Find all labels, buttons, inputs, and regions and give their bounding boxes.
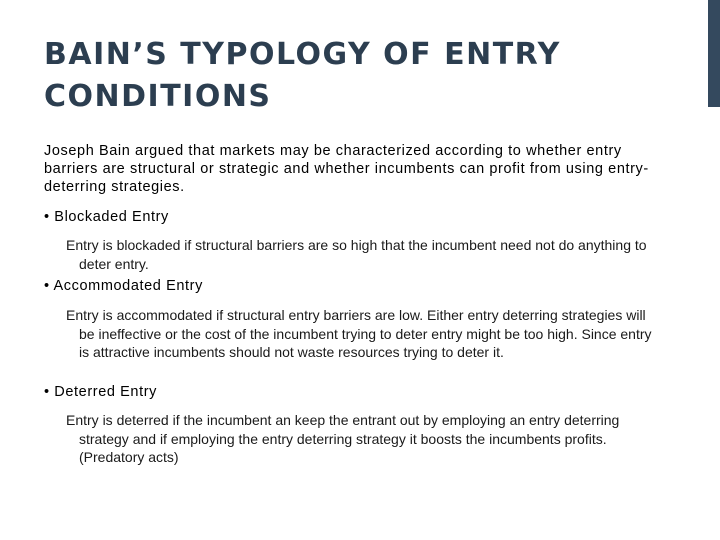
intro-paragraph: Joseph Bain argued that markets may be characterized according to whether entry barriers are structural or strategic and whether incumbents can profit from using entry-deterring strategies.: [44, 143, 649, 195]
slide-title: BAIN’S TYPOLOGY OF ENTRY CONDITIONS: [44, 37, 561, 114]
bullet-heading-deterred: • Deterred Entry: [44, 384, 157, 400]
accent-bar: [708, 0, 720, 107]
bullet-heading-accommodated: • Accommodated Entry: [44, 278, 203, 294]
bullet-heading-blockaded: • Blockaded Entry: [44, 209, 169, 225]
bullet-text-accommodated: Entry is accommodated if structural entry barriers are low. Either entry deterring strategies will be ineffective or the cost of the incumbent trying to deter entry might be too high. Since entry is attractive incumbents should not waste resources trying to deter it.: [66, 307, 652, 360]
bullet-text-blockaded: Entry is blockaded if structural barriers are so high that the incumbent need not do anything to deter entry.: [66, 237, 647, 272]
bullet-text-deterred: Entry is deterred if the incumbent an keep the entrant out by employing an entry deterring strategy and if employing the entry deterring strategy it boosts the incumbents profits. (Predatory acts): [66, 412, 620, 465]
